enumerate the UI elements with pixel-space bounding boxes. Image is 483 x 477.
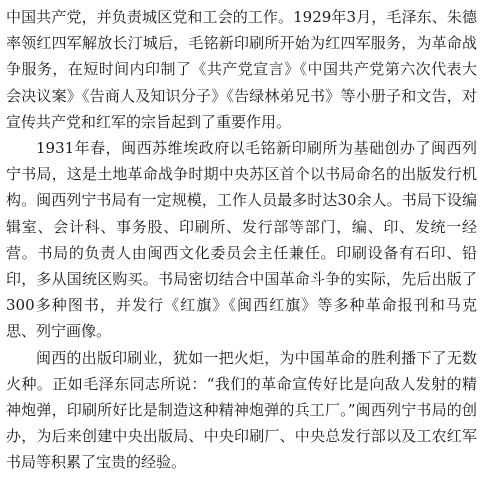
paragraph-publishing-legacy: 闽西的出版印刷业，犹如一把火炬，为中国革命的胜利播下了无数火种。正如毛泽东同志所说：“我们的革命宣传好比是向敌人发射的精神炮弹，印刷所好比是制造这种精神炮弹的兵工厂。”闽西列宁书局的创办，为后来创建中央出版局、中央印刷厂、中央总发行部以及工农红军书局等积累了宝贵的经验。 [6, 348, 477, 472]
paragraph-continued: 中国共产党，并负责城区党和工会的工作。1929年3月，毛泽东、朱德率领红四军解放长汀城后，毛铭新印刷所开始为红四军服务，为革命战争服务，在短时间内印制了《共产党宣言》《中国共产党第六次代表大会决议案》《告商人及知识分子》《告绿林弟兄书》等小册子和文告，对宣传共产党和红军的宗旨起到了重要作用。 [6, 8, 477, 131]
paragraph-lenin-bookstore: 1931年春，闽西苏维埃政府以毛铭新印刷所为基础创办了闽西列宁书局，这是土地革命战争时期中央苏区首个以书局命名的出版发行机构。闽西列宁书局有一定规模，工作人员最多时达30余人。书局下设编辑室、会计科、事务股、印刷所、发行部等部门，编、印、发统一经营。书局的负责人由闽西文化委员会主任兼任。印刷设备有石印、铅印，多从国统区购买。书局密切结合中国革命斗争的实际，先后出版了300多种图书，并发行《红旗》《闽西红旗》等多种革命报刊和马克思、列宁画像。 [6, 139, 477, 341]
